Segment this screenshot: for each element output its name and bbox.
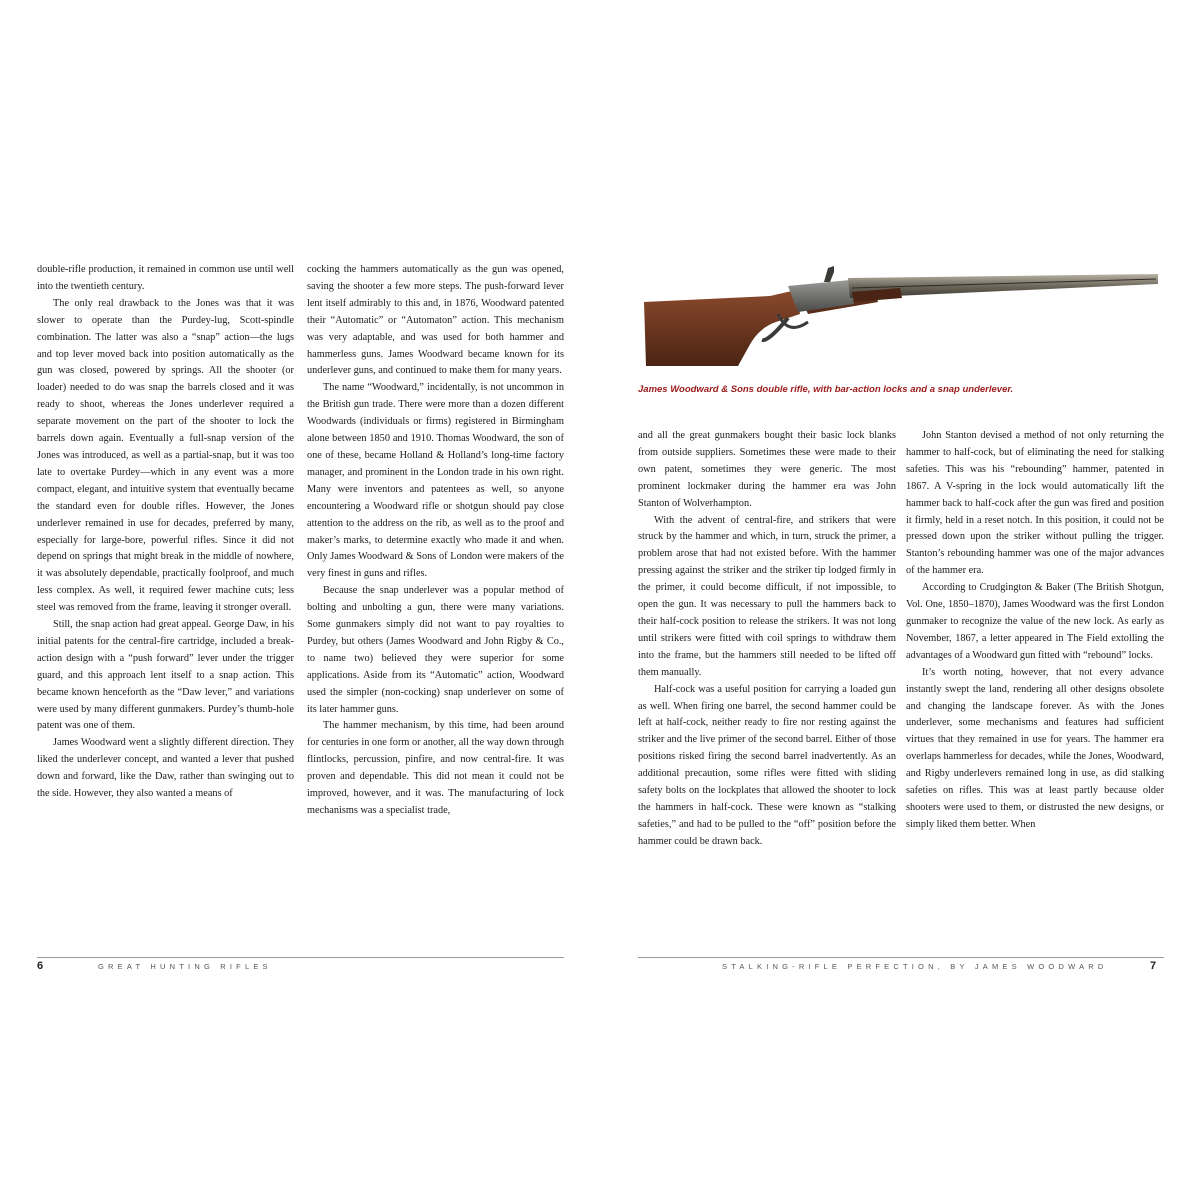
paragraph: Because the snap underlever was a popular method of bolting and unbolting a gun, there were many variations. Some gunmakers simply did not want to pay royalties to Purdey, but others (James Woodward and John Rigby & Co., to name two) believed they were superior for some applications. Aside from its “Automatic” action, Woodward used the simpler (non-cocking) snap underlever on some of its later hammer guns. <box>307 585 564 715</box>
paragraph: According to Crudgington & Baker (The British Shotgun, Vol. One, 1850–1870), James Woodward was the first London gunmaker to recognize the value of the new lock. As early as November, 1867, a letter appeared in The Field extolling the advantages of a Woodward gun fitted with “rebound” locks. <box>906 582 1164 661</box>
left-page-column-1 <box>37 262 294 934</box>
footer-rule-right <box>638 957 1164 958</box>
paragraph: James Woodward went a slightly different direction. They liked the underlever concept, and wanted a lever that pushed down and forward, like the Daw, rather than swinging out to the side. However, they also wanted a means of <box>37 737 294 800</box>
footer-rule-left <box>37 957 564 958</box>
paragraph: and all the great gunmakers bought their basic lock blanks from outside suppliers. Sometimes these were made to their own patent, sometimes they were generic. The most prominent lockmaker during the hammer era was John Stanton of Wolverhampton. <box>638 430 896 509</box>
paragraph: With the advent of central-fire, and strikers that were struck by the hammer and which, in turn, struck the primer, a problem arose that had not existed before. With the hammer pressing against the striker and the striker tip lodged firmly in the primer, it could become difficult, if not impossible, to open the gun. It was necessary to pull the hammers back to their half-cock position to release the strikers. It was not long until strikers were fitted with coil springs to withdraw them into the frame, but the hammers still needed to be lifted off them manually. <box>638 514 896 678</box>
paragraph: The hammer mechanism, by this time, had been around for centuries in one form or another, all the way down through flintlocks, percussion, pinfire, and now central-fire. It was proven and dependable. This did not mean it could not be improved, however, and it was. The manufacturing of lock mechanisms was a specialist trade, <box>307 720 564 816</box>
right-page-column-2 <box>906 428 1164 933</box>
left-page-column-2 <box>307 262 564 934</box>
figure-caption: James Woodward & Sons double rifle, with bar-action locks and a snap underlever. <box>638 384 1014 395</box>
paragraph: John Stanton devised a method of not only returning the hammer to half-cock, but of eliminating the need for stalking safeties. This was his “rebounding” hammer, patented in 1867. A V-spring in the lock would automatically lift the hammer back to half-cock after the gun was fired and position it firmly, held in a reset notch. In this position, it could not be pressed down upon the striker without pulling the trigger. Stanton’s rebounding hammer was one of the major advances of the hammer era. <box>906 430 1164 577</box>
right-page-column-1 <box>638 428 896 933</box>
paragraph: double-rifle production, it remained in common use until well into the twentieth century. <box>37 264 294 292</box>
rifle-photo <box>638 262 1164 380</box>
paragraph: Half-cock was a useful position for carrying a loaded gun as well. When firing one barrel, the second hammer could be left at half-cock, neither ready to fire nor resting against the striker and the live primer of the second barrel. Either of those positions risked firing the second barrel inadvertently. As an additional precaution, some rifles were fitted with sliding safety bolts on the lockplates that allowed the shooter to lock the hammers in half-cock. These were known as “stalking safeties,” and had to be pulled to the “off” position before the hammer could be drawn back. <box>638 683 896 847</box>
page-number-right: 7 <box>1150 960 1157 972</box>
running-head-right: STALKING-RIFLE PERFECTION, BY JAMES WOODWARD <box>722 962 1108 971</box>
paragraph: The name “Woodward,” incidentally, is not uncommon in the British gun trade. There were more than a dozen different Woodwards (individuals or firms) registered in Birmingham alone between 1850 and 1910. Thomas Woodward, the son of one of these, became Holland & Holland’s long-time factory manager, and prominent in the London trade in his own right. Many were inventors and patentees as well, so anyone encountering a Woodward rifle or shotgun should pay close attention to the address on the rib, as well as to the proof and maker’s marks, to determine exactly who made it and when. Only James Woodward & Sons of London were makers of the very finest in guns and rifles. <box>307 382 564 580</box>
running-head-left: GREAT HUNTING RIFLES <box>98 962 272 971</box>
paragraph: Still, the snap action had great appeal. George Daw, in his initial patents for the central-fire cartridge, included a break-action design with a “push forward” lever under the trigger guard, and this approach lent itself to a snap action. This became known henceforth as the “Daw lever,” and variations were used by many different gunmakers. Purdey’s thumb-hole patent was one of them. <box>37 619 294 732</box>
paragraph: It’s worth noting, however, that not every advance instantly swept the land, rendering all other designs obsolete and changing the landscape forever. As with the Jones underlever, some mechanisms and features had sufficient virtues that they remained in use for years. The hammer era overlaps hammerless for decades, while the Jones, Woodward, and Rigby underlevers remained long in use, as did stalking safeties on rifles. This was at least partly because older shooters were used to them, or distrusted the new designs, or simply liked them better. When <box>906 666 1164 830</box>
paragraph: cocking the hammers automatically as the gun was opened, saving the shooter a few more steps. The push-forward lever lent itself admirably to this and, in 1876, Woodward patented their “Automatic” or “Automaton” action. This mechanism was very adaptable, and was used for both hammer and hammerless guns. James Woodward became known for its underlever guns, and continued to make them for many years. <box>307 264 564 377</box>
paragraph: The only real drawback to the Jones was that it was slower to operate than the Purdey-lug, Scott-spindle combination. The latter was also a “snap” action—the lugs and top lever moved back into position automatically as the gun was closed, powered by springs. All the shooter (or loader) needed to do was snap the barrels closed and it was ready to shoot, whereas the Jones underlever required a separate movement on the part of the shooter to lock the barrels down again. Eventually a full-snap version of the Jones was introduced, as well as a partial-snap, but it was too late to overtake Purdey—which in any event was a more compact, elegant, and intuitive system that eventually became the standard even for double rifles. However, the Jones underlever remained in use for decades, preferred by many, especially for large-bore, powerful rifles. Since it did not depend on springs that might break in the middle of nowhere, it was absolutely dependable, practically foolproof, and much less complex. As well, it required fewer machine cuts; less steel was removed from the frame, leaving it stronger overall. <box>37 297 294 614</box>
page-number-left: 6 <box>37 960 44 972</box>
